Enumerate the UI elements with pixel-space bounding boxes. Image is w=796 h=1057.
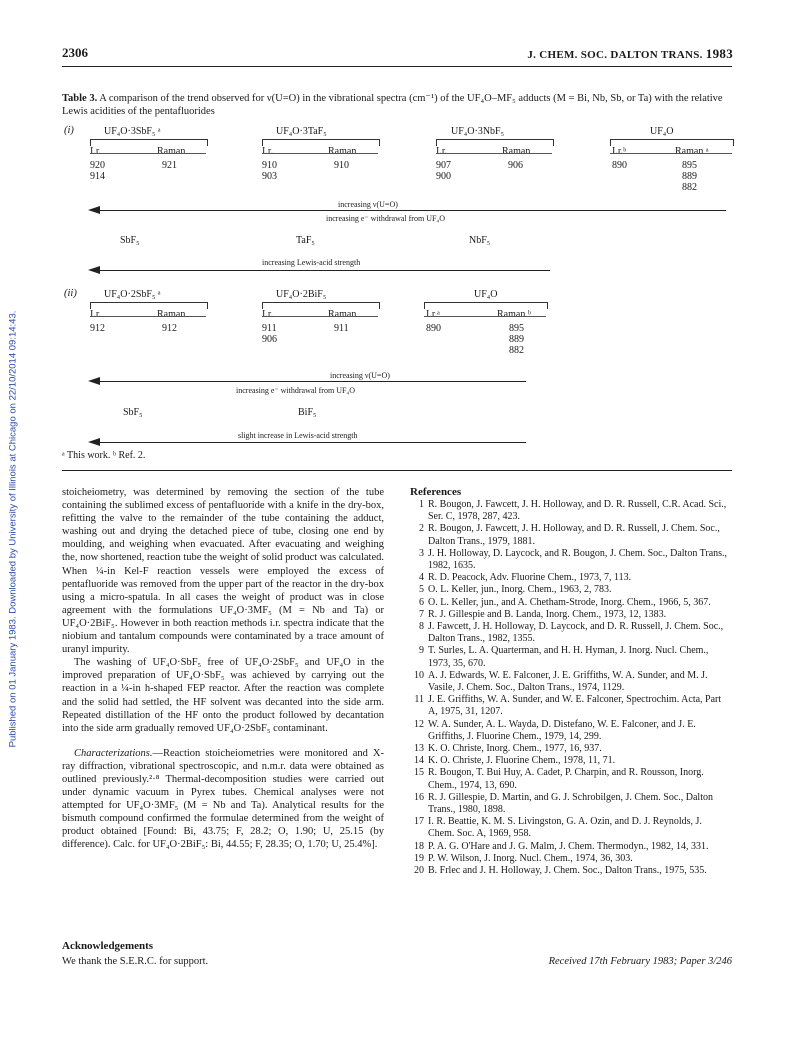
reference-number: 15 [414,767,424,779]
compound-header: UF₄O·3TaF₅ [276,126,327,137]
trend-label: slight increase in Lewis-acid strength [238,431,358,440]
compound-header: UF₄O·3NbF₅ [451,126,505,137]
raman-value: 895 889 882 [509,323,524,356]
raman-value: 906 [508,160,523,171]
table-caption-label: Table 3. [62,93,98,104]
references-heading: References [410,486,462,498]
body-paragraph [62,747,384,852]
body-text-column [62,486,384,852]
compound-header: UF₄O [650,126,674,137]
reference-item [410,621,730,645]
subheader: I.r. [262,309,274,320]
table-caption [62,92,732,118]
compound-header: UF₄O·3SbF₅ ᵃ [104,126,161,137]
reference-text: K. O. Christe, J. Fluorine Chem., 1978, 11, 71. [428,755,616,767]
reference-item [410,523,730,547]
reference-text: R. J. Gillespie, D. Martin, and G. J. Schrobilgen, J. Chem. Soc., Dalton Trans., 1980, 1898. [428,791,713,816]
ir-value: 907 900 [436,160,451,182]
subheader: I.r.ᵇ [612,146,627,157]
subheader-rule [262,153,378,154]
subheader: Raman ᵇ [497,309,531,320]
subheader-rule [90,316,206,317]
body-paragraph: The washing of UF₄O·SbF₅ free of UF₄O·2SbF₅ and UF₄O in the improved preparation of UF₄O·SbF₅ was achieved by carrying out the reaction in a ¼-in h-shaped FEP reactor. After the reaction was complete and the solid had settled, the HF solvent was decanted into the side arm. Repeated distillation of the HF onto the product followed by decantation into the side arm gradually removed UF₄O·2SbF₅ contaminant. [62,657,384,734]
subheader: I.r. [90,309,102,320]
reference-text: R. Bougon, J. Fawcett, J. H. Holloway, and D. R. Russell, J. Chem. Soc., Dalton Trans., 1979, 1881. [428,523,720,547]
subheader: Raman [328,309,357,320]
reference-text: W. A. Sunder, A. L. Wayda, D. Distefano, W. E. Falconer, and J. E. Griffiths, J. Fluorine Chem., 1979, 14, 299. [428,718,696,742]
column-brace [262,139,380,146]
compound-header: UF₄O·2SbF₅ ᵃ [104,289,161,300]
compound-header: UF₄O [474,289,498,300]
download-watermark [6,0,20,1057]
reference-item [410,548,730,572]
reference-number: 14 [414,755,424,767]
reference-number: 11 [414,694,424,706]
reference-number: 10 [414,669,424,681]
reference-text: R. Bougon, T. Bui Huy, A. Cadet, P. Charpin, and R. Rousson, Inorg. Chem., 1974, 13, 690. [428,767,704,791]
page-number: 2306 [62,45,88,60]
reference-number: 6 [419,596,424,608]
reference-item [410,670,730,694]
reference-number: 2 [419,523,424,535]
reference-number: 5 [419,584,424,596]
reference-item [410,755,730,767]
reference-text: J. H. Holloway, D. Laycock, and R. Bougon, J. Chem. Soc., Dalton Trans., 1982, 1635. [428,547,728,572]
trend-arrow [96,381,526,382]
acid-label: TaF₅ [296,235,315,246]
reference-number: 20 [414,865,424,877]
body-paragraph: stoicheiometry, was determined by removing the section of the tube containing the sublimed excess of pentafluoride with a knife in the dry-box, refitting the valve to the remainder of the tube containing the adduct, washing out and drying the detached piece of tube, closing one end by moulding, and weighing when evacuated. After evacuating and weighing the, now shortened, reaction tube the weight of solid product was calculated. When ¼-in Kel-F reaction vessels were employed the excess of pentafluoride was removed from the upper part of the reactor in the dry-box using a micro-spatula. In all cases the weight of product was in close agreement with the formulations UF₄O·3MF₅ (M = Nb and Ta) or UF₄O·2BiF₅. However in both reaction methods i.r. spectra indicate that the niobium and tantalum compounds were contaminated by a trace amount of uranyl impurity. [62,487,384,656]
ir-value: 911 906 [262,323,277,345]
trend-label: increasing ν(U=O) [338,200,398,209]
subheader-rule [262,316,378,317]
column-brace [90,139,208,146]
reference-number: 18 [414,840,424,852]
reference-text: R. J. Gillespie and B. Landa, Inorg. Chem., 1973, 12, 1383. [428,608,667,620]
reference-item [410,767,730,791]
subheader: Raman [157,309,186,320]
reference-text: B. Frlec and J. H. Holloway, J. Chem. Soc., Dalton Trans., 1975, 535. [428,865,707,877]
subheader: I.r. [90,146,102,157]
acknowledgements-heading: Acknowledgements [62,940,154,952]
reference-number: 16 [414,791,424,803]
reference-text: K. O. Christe, Inorg. Chem., 1977, 16, 937. [428,743,602,755]
section-heading: Characterizations. [74,747,153,759]
trend-label: increasing e⁻ withdrawal from UF₄O [236,386,355,395]
raman-value: 895 889 882 [682,160,697,193]
reference-item [410,792,730,816]
trend-label: increasing e⁻ withdrawal from UF₄O [326,214,445,223]
reference-number: 13 [414,743,424,755]
acid-label: NbF₅ [469,235,491,246]
reference-item [410,743,730,755]
reference-item [410,609,730,621]
reference-number: 9 [419,645,424,657]
reference-item [410,645,730,669]
ir-value: 912 [90,323,105,334]
journal-year: 1983 [705,46,733,61]
reference-item [410,865,730,877]
acid-label: BiF₅ [298,407,317,418]
subheader: Raman ᵃ [675,146,709,157]
column-brace [90,302,208,309]
ir-value: 910 903 [262,160,277,182]
table-caption-text: A comparison of the trend observed for ν(U=O) in the vibrational spectra (cm⁻¹) of the UF₄O–MF₅ adducts (M = Bi, Nb, Sb, or Ta) with the relative Lewis acidities of the pentafluorides [62,93,723,117]
trend-label: increasing ν(U=O) [330,371,390,380]
reference-number: 17 [414,816,424,828]
compound-header: UF₄O·2BiF₅ [276,289,327,300]
subheader-rule [436,153,552,154]
reference-item [410,816,730,840]
journal-name: J. CHEM. SOC. DALTON TRANS. [527,49,703,61]
trend-arrow [96,442,526,443]
table-footnote: ᵃ This work. ᵇ Ref. 2. [62,450,146,461]
received-date: Received 17th February 1983; Paper 3/246 [548,956,732,967]
subheader: I.r. [262,146,274,157]
part-ii-label: (ii) [64,288,77,299]
reference-text: O. L. Keller, jun., and A. Chetham-Strode, Inorg. Chem., 1966, 5, 367. [428,596,711,608]
subheader-rule [424,316,546,317]
reference-number: 19 [414,852,424,864]
raman-value: 921 [162,160,177,171]
reference-item [410,584,730,596]
reference-text: R. Bougon, J. Fawcett, J. H. Holloway, and D. R. Russell, C.R. Acad. Sci., Ser. C, 1978, 287, 423. [428,499,727,523]
column-brace [262,302,380,309]
raman-value: 910 [334,160,349,171]
reference-item [410,853,730,865]
reference-text: R. D. Peacock, Adv. Fluorine Chem., 1973, 7, 113. [428,572,632,584]
reference-text: P. W. Wilson, J. Inorg. Nucl. Chem., 1974, 36, 303. [428,852,633,864]
download-watermark-text: Published on 01 January 1983. Downloaded by University of Illinois at Chicago on 22/10/2014 09:14:43. [7,310,19,747]
subheader: I.r. [436,146,448,157]
reference-item [410,597,730,609]
raman-value: 911 [334,323,349,334]
acid-label: SbF₅ [123,407,143,418]
reference-text: O. L. Keller, jun., Inorg. Chem., 1963, 2, 783. [428,584,612,596]
reference-text: I. R. Beattie, K. M. S. Livingston, G. A. Ozin, and D. J. Reynolds, J. Chem. Soc. A, 1969, 958. [428,816,702,840]
trend-arrow [96,270,550,271]
references-list [410,499,730,877]
ir-value: 890 [426,323,441,334]
reference-text: A. J. Edwards, W. E. Falconer, J. E. Griffiths, W. A. Sunder, and M. J. Vasile, J. Chem. Soc., Dalton Trans., 1974, 1129. [428,669,708,694]
reference-text: P. A. G. O'Hare and J. G. Malm, J. Chem. Thermodyn., 1982, 14, 331. [428,840,709,852]
reference-number: 12 [414,718,424,730]
subheader-rule [90,153,206,154]
acid-label: SbF₅ [120,235,140,246]
reference-item [410,499,730,523]
reference-number: 1 [419,499,424,510]
section-text: —Reaction stoicheiometries were monitored and X-ray diffraction, vibrational spectroscopic, and n.m.r. data were obtained as outlined previously.²·⁸ Thermal-decomposition studies were carried out under dynamic vacuum in Pyrex tubes. Chemical analyses were not attempted for UF₄O·3MF₅ (M = Nb and Ta). Analytical results for the bismuth compound confirmed the formulae determined from the weight of product obtained [Found: Bi, 43.75; F, 28.2; O, 1.90; U, 25.15 (by difference). Calc. for UF₄O·2BiF₅: Bi, 44.55; F, 28.35; O, 1.70; U, 25.4%]. [62,747,384,851]
reference-number: 7 [419,608,424,620]
part-i-label: (i) [64,125,74,136]
reference-text: T. Surles, L. A. Quarterman, and H. H. Hyman, J. Inorg. Nucl. Chem., 1973, 35, 670. [428,645,709,669]
ir-value: 890 [612,160,627,171]
reference-number: 3 [419,547,424,559]
reference-item [410,841,730,853]
acknowledgements-text: We thank the S.E.R.C. for support. [62,956,209,967]
reference-item [410,719,730,743]
reference-number: 8 [419,621,424,633]
reference-item [410,694,730,718]
raman-value: 912 [162,323,177,334]
column-brace [436,139,554,146]
reference-text: J. Fawcett, J. H. Holloway, D. Laycock, and D. R. Russell, J. Chem. Soc., Dalton Trans., 1982, 1355. [428,621,724,645]
subheader-rule [610,153,732,154]
column-brace [424,302,548,309]
reference-text: J. E. Griffiths, W. A. Sunder, and W. E. Falconer, Spectrochim. Acta, Part A, 1975, 31, 1207. [428,694,722,718]
subheader: Raman [502,146,531,157]
header-rule [62,66,732,67]
subheader: I.r.ᵃ [426,309,440,320]
column-brace [610,139,734,146]
ir-value: 920 914 [90,160,105,182]
trend-label: increasing Lewis-acid strength [262,258,361,267]
table-bottom-rule [62,470,732,471]
trend-arrow [96,210,726,211]
reference-item [410,572,730,584]
reference-number: 4 [419,572,424,584]
subheader: Raman [328,146,357,157]
journal-running-head [527,46,733,62]
subheader: Raman [157,146,186,157]
